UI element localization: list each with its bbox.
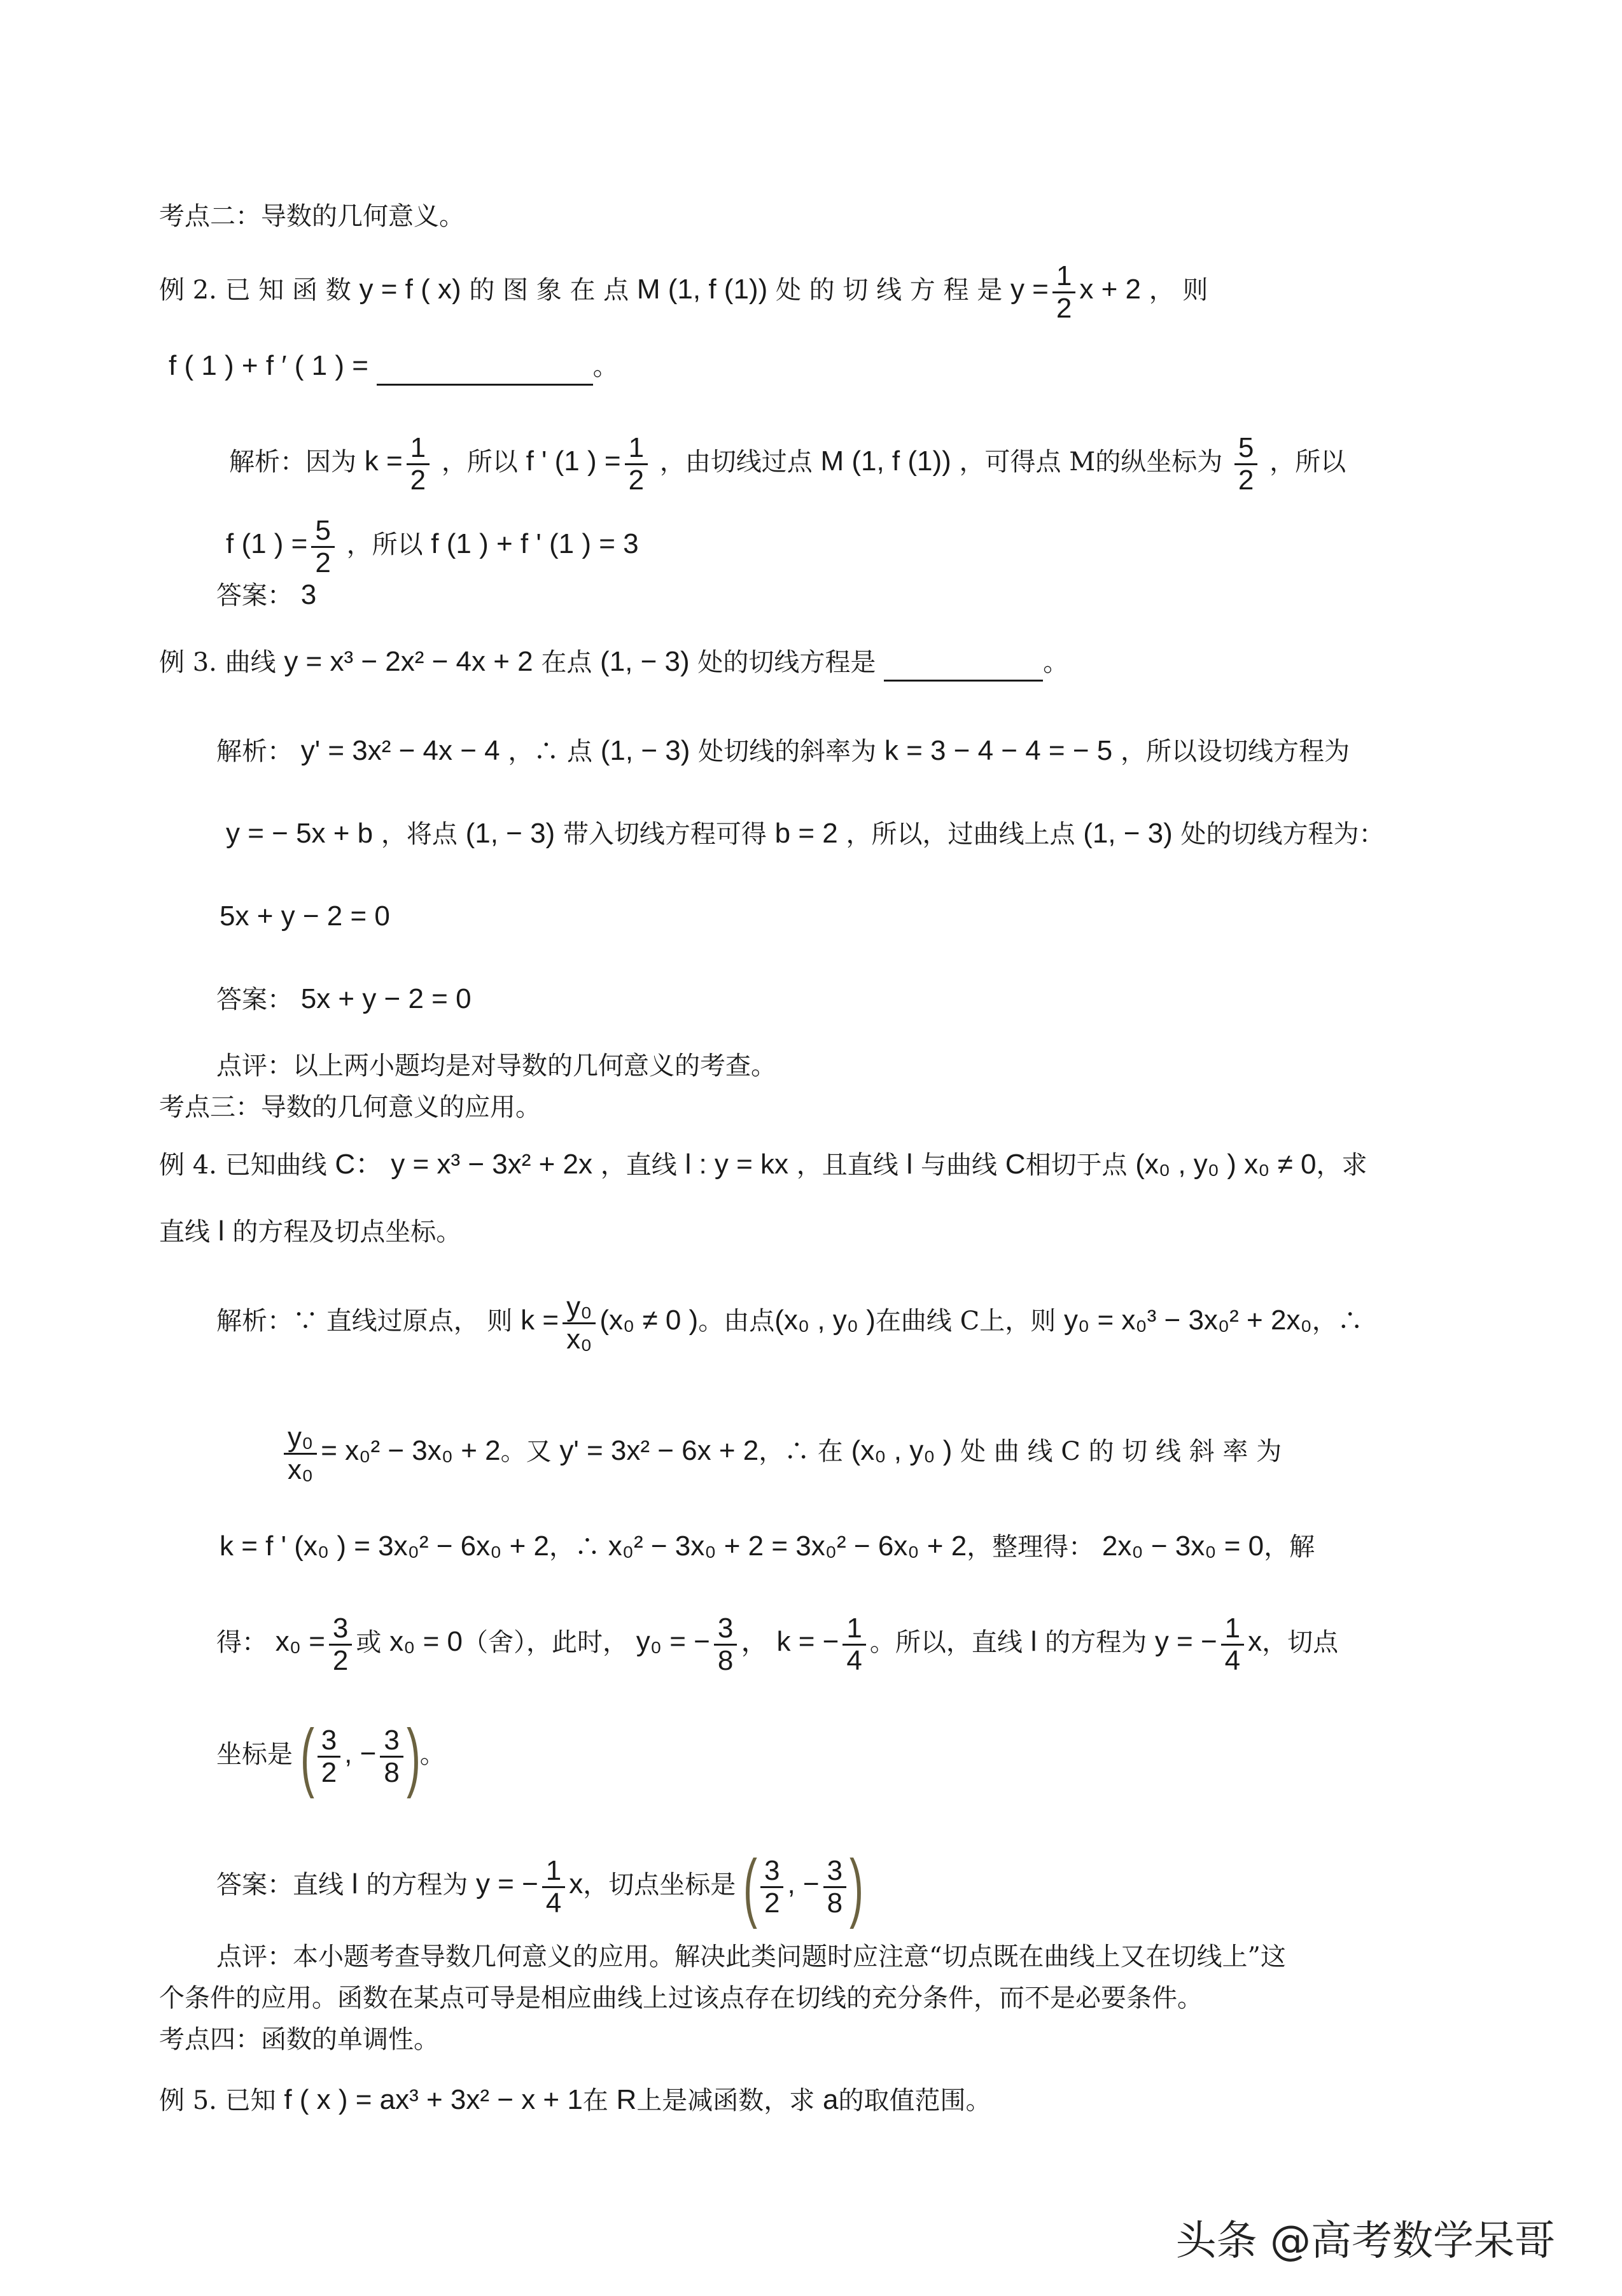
fraction: $\frac{3}{8}$ <box>714 1613 737 1676</box>
section-kp2: 考点二：导数的几何意义。 <box>159 202 465 231</box>
fraction: $\frac{3}{8}$ <box>380 1725 403 1788</box>
answer-blank <box>884 648 1043 682</box>
ex2-solution-1: 解析：因为 k = $\frac{1}{2}$ ，所以 f ' (1 ) = $\frac{1}{2}$ ，由切线过点 M (1, f (1)) ，可得点 M的纵坐标为 $\frac{5}{2}$ ，所以 <box>229 432 1346 496</box>
ex4-comment-2: 个条件的应用。函数在某点可导是相应曲线上过该点存在切线的充分条件，而不是必要条件。 <box>159 1984 1203 2013</box>
fraction: $\frac{1}{4}$ <box>1221 1613 1244 1676</box>
fraction: $\frac{3}{8}$ <box>823 1856 846 1918</box>
fraction: $\frac{5}{2}$ <box>1234 433 1257 495</box>
ex2-question: f ( 1 ) + f ′ ( 1 ) = 。 <box>0 347 1622 386</box>
left-paren: ( <box>300 1714 314 1799</box>
fraction: $\frac{\text{y₀}}{\text{x₀}}$ <box>563 1292 596 1354</box>
ex3-solution-1: 解析： y' = 3x² − 4x − 4 ，∴ 点 (1, − 3) 处切线的斜率为 k = 3 − 4 − 4 = − 5 ，所以设切线方程为 <box>216 735 1350 766</box>
ex4-solution-2: $\frac{\text{y₀}}{\text{x₀}}$ = x₀² − 3x₀ + 2。又 y' = 3x² − 6x + 2，∴ 在 (x₀ , y₀ ) 处 曲 线 C 的 切 线 斜 率 为 <box>0 1422 1622 1485</box>
fraction: $\frac{1}{4}$ <box>542 1856 565 1918</box>
ex4-solution-3: k = f ' (x₀ ) = 3x₀² − 6x₀ + 2，∴ x₀² − 3x₀ + 2 = 3x₀² − 6x₀ + 2，整理得： 2x₀ − 3x₀ = 0，解 <box>220 1530 1315 1562</box>
right-paren: ) <box>406 1714 421 1799</box>
fraction: $\frac{1}{2}$ <box>625 433 648 495</box>
ex5-statement: 例 5. 已知 f ( x ) = ax³ + 3x² − x + 1在 R上是减函数，求 a的取值范围。 <box>159 2084 991 2115</box>
ex2-statement: 例 2. 已 知 函 数 y = f ( x) 的 图 象 在 点 M (1, f (1)) 处 的 切 线 方 程 是 y = $\frac{1}{2}$ x + 2 ， 则 <box>159 260 1208 324</box>
ex3-solution-3: 5x + y − 2 = 0 <box>220 900 390 932</box>
ex3-statement: 例 3. 曲线 y = x³ − 2x² − 4x + 2 在点 (1, − 3) 处的切线方程是 。 <box>0 643 1622 682</box>
section-kp4: 考点四：函数的单调性。 <box>159 2025 439 2054</box>
fraction: $\frac{5}{2}$ <box>311 515 334 578</box>
ex4-solution-5: 坐标是 ( $\frac{3}{2}$ , − $\frac{3}{8}$ )。 <box>216 1714 445 1799</box>
fraction: $\frac{3}{2}$ <box>760 1856 783 1918</box>
ex4-statement: 例 4. 已知曲线 C： y = x³ − 3x² + 2x ，直线 l : y = kx ，且直线 l 与曲线 C相切于点 (x₀ , y₀ ) x₀ ≠ 0，求 <box>159 1149 1367 1180</box>
fraction: $\frac{\text{y₀}}{\text{x₀}}$ <box>284 1422 317 1485</box>
fraction: $\frac{1}{2}$ <box>1052 261 1075 323</box>
ex4-answer: 答案：直线 l 的方程为 y = − $\frac{1}{4}$ x，切点坐标是 ( $\frac{3}{2}$ , − $\frac{3}{8}$ ) <box>216 1844 864 1929</box>
ex4-solution-4: 得： x₀ = $\frac{3}{2}$ 或 x₀ = 0（舍），此时， y₀ = − $\frac{3}{8}$ ， k = − $\frac{1}{4}$ 。所以，直线 l 的方程为 y = − $\frac{1}{4}$ x，切点 <box>216 1613 1339 1676</box>
ex3-solution-2: y = − 5x + b ，将点 (1, − 3) 带入切线方程可得 b = 2 ，所以，过曲线上点 (1, − 3) 处的切线方程为： <box>226 818 1385 849</box>
ex4-solution-1: 解析：∵ 直线过原点， 则 k = $\frac{\text{y₀}}{\text{x₀}}$ (x₀ ≠ 0 )。由点(x₀ , y₀ )在曲线 C上，则 y₀ = x₀³ − 3x₀² + 2x₀，∴ <box>216 1291 1363 1355</box>
ex3-comment: 点评：以上两小题均是对导数的几何意义的考查。 <box>216 1051 776 1081</box>
fraction: $\frac{1}{4}$ <box>842 1613 865 1676</box>
left-paren: ( <box>743 1844 757 1929</box>
fraction: $\frac{3}{2}$ <box>318 1725 340 1788</box>
answer-blank <box>377 352 593 386</box>
ex2-solution-2: f (1 ) = $\frac{5}{2}$ ，所以 f (1 ) + f ' (1 ) = 3 <box>226 515 639 578</box>
section-kp3: 考点三：导数的几何意义的应用。 <box>159 1093 541 1122</box>
ex4-comment-1: 点评：本小题考查导数几何意义的应用。解决此类问题时应注意“切点既在曲线上又在切线上”这 <box>216 1942 1286 1971</box>
right-paren: ) <box>849 1844 864 1929</box>
ex2-answer: 答案： 3 <box>216 579 317 610</box>
ex4-statement-2: 直线 l 的方程及切点坐标。 <box>159 1215 462 1247</box>
watermark: 头条 @高考数学呆哥 <box>1175 2218 1555 2265</box>
fraction: $\frac{3}{2}$ <box>329 1613 352 1676</box>
ex3-answer: 答案： 5x + y − 2 = 0 <box>216 983 472 1014</box>
fraction: $\frac{1}{2}$ <box>407 433 430 495</box>
